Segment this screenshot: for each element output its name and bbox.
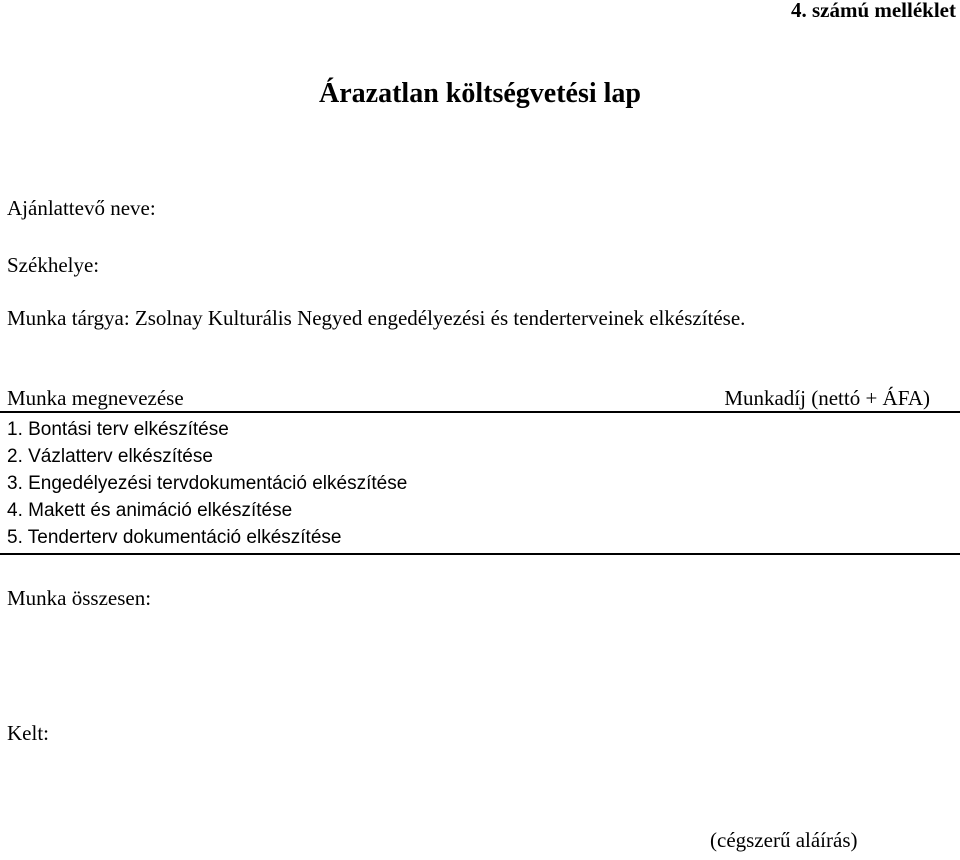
total-label: Munka összesen: bbox=[7, 586, 152, 610]
list-item: 3. Engedélyezési tervdokumentáció elkészítése bbox=[7, 473, 408, 494]
column-header-work: Munka megnevezése bbox=[7, 386, 184, 410]
list-item: 1. Bontási terv elkészítése bbox=[7, 419, 229, 440]
list-item: 5. Tenderterv dokumentáció elkészítése bbox=[7, 527, 342, 548]
list-item: 2. Vázlatterv elkészítése bbox=[7, 446, 213, 467]
signature-label: (cégszerű aláírás) bbox=[710, 828, 858, 852]
bidder-name-label: Ajánlattevő neve: bbox=[7, 196, 156, 220]
work-items-list bbox=[7, 419, 407, 554]
column-header-fee: Munkadíj (nettó + ÁFA) bbox=[724, 386, 930, 410]
table-bottom-rule bbox=[0, 553, 960, 555]
table-header bbox=[7, 386, 930, 411]
list-item: 4. Makett és animáció elkészítése bbox=[7, 500, 293, 521]
page-title: Árazatlan költségvetési lap bbox=[319, 78, 641, 109]
table-top-rule bbox=[0, 411, 960, 413]
seat-label: Székhelye: bbox=[7, 253, 100, 277]
work-subject: Munka tárgya: Zsolnay Kulturális Negyed engedélyezési és tenderterveinek elkészítése. bbox=[7, 306, 746, 330]
annex-label: 4. számú melléklet bbox=[790, 0, 956, 22]
date-label: Kelt: bbox=[7, 721, 49, 745]
